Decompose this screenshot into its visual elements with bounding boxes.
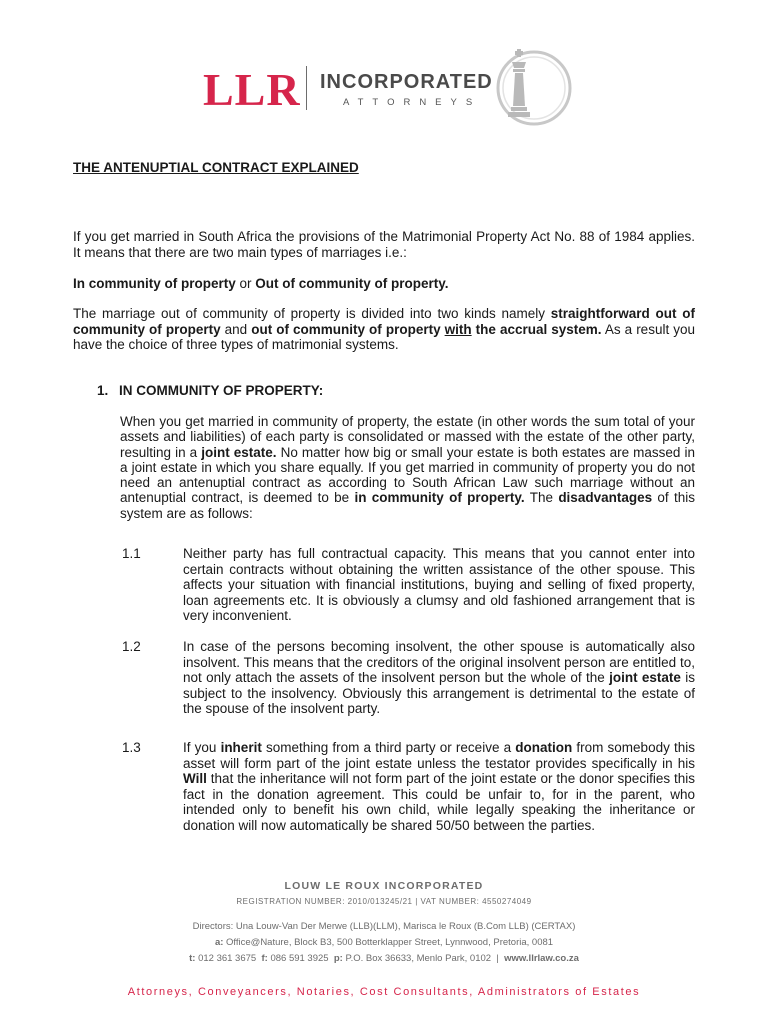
- kinds-bold-1: straightforward out of community of property: [73, 306, 695, 337]
- logo-divider: [306, 66, 307, 110]
- firm-name: INCORPORATED: [320, 71, 493, 93]
- item-1-2-text: [183, 639, 695, 717]
- kinds-text-3: As a result you have the choice of three types of matrimonial systems.: [73, 321, 696, 352]
- item-1-3-text-3: from somebody this asset will form part of the joint estate unless the testator provides specifically in his: [183, 740, 695, 771]
- kinds-paragraph: [73, 306, 695, 353]
- footer-address: [0, 937, 768, 948]
- item-1-3-text-4: that the inheritance will not form part of the joint estate or the donor specifies this fact in the donation agreement. This could be unfair to, for in the parent, who intended only to benefit his own child, while legally speaking the inheritance or donation will now automatically be shared 50/50 between the parties.: [183, 771, 695, 833]
- kinds-text-2: and: [220, 321, 252, 337]
- item-1-1-text: Neither party has full contractual capacity. This means that you cannot enter into certain contracts without obtaining the written assistance of the other spouse. This affects your situation with financial institutions, buying and selling of fixed property, loan agreements etc. It is obviously a clumsy and old fashioned arrangement that is very inconvenient.: [183, 546, 695, 623]
- item-1-3-will: Will: [183, 771, 207, 786]
- footer-po-label: p:: [333, 953, 343, 964]
- footer-website-link[interactable]: www.llrlaw.co.za: [504, 953, 579, 964]
- footer-separator: |: [496, 953, 499, 964]
- item-1-1-number: 1.1: [122, 546, 141, 561]
- type-in-community: In community of property: [73, 276, 236, 291]
- item-1-2-number: 1.2: [122, 639, 141, 654]
- item-1-2-text-2: is subject to the insolvency. Obviously this arrangement is detrimental to the estate of the spouse of the insolvent party.: [183, 670, 695, 716]
- section-1-title: IN COMMUNITY OF PROPERTY:: [119, 383, 324, 398]
- firm-subtitle: ATTORNEYS: [343, 97, 482, 108]
- s1-text-1: When you get married in community of property, the estate (in other words the sum total of your assets and liabilities) of each party is consolidated or massed with the estate of the other party, resulting in a: [120, 414, 695, 460]
- llr-logo: LLR: [203, 64, 301, 115]
- footer-registration: REGISTRATION NUMBER: 2010/013245/21 | VAT NUMBER: 4550274049: [236, 897, 532, 906]
- footer-address-label: a:: [214, 937, 224, 948]
- kinds-bold-2: out of community of property: [251, 321, 445, 337]
- section-1-number: 1.: [97, 383, 109, 398]
- item-1-2-joint-estate: joint estate: [609, 670, 681, 685]
- section-1-heading: [97, 383, 323, 399]
- item-1-3-text-2: something from a third party or receive a: [261, 740, 516, 755]
- footer-po: P.O. Box 36633, Menlo Park, 0102: [345, 953, 492, 964]
- item-1-2-text-1: In case of the persons becoming insolvent, the other spouse is automatically also insolvent. This means that the creditors of the original insolvent person are entitled to, not only attach the assets of the insolvent person but the whole of the: [183, 639, 695, 685]
- footer-directors: Directors: Una Louw-Van Der Merwe (LLB)(LLM), Marisca le Roux (B.Com LLB) (CERTAX): [192, 921, 576, 932]
- s1-joint-estate: joint estate.: [201, 444, 277, 460]
- footer-tel-label: t:: [189, 953, 196, 964]
- marriage-types: [73, 276, 695, 292]
- s1-text-4: of this system are as follows:: [120, 490, 695, 521]
- footer-address-text: Office@Nature, Block B3, 500 Botterklapper Street, Lynnwood, Pretoria, 0081: [226, 937, 554, 948]
- footer-services: Attorneys, Conveyancers, Notaries, Cost Consultants, Administrators of Estates: [127, 986, 641, 998]
- section-1-paragraph: [120, 414, 695, 521]
- intro-paragraph: If you get married in South Africa the provisions of the Matrimonial Property Act No. 88 of 1984 applies. It means that there are two main types of marriages i.e.:: [73, 229, 695, 260]
- footer-contacts: [0, 953, 768, 964]
- document-title: THE ANTENUPTIAL CONTRACT EXPLAINED: [73, 160, 359, 175]
- footer-tel: 012 361 3675: [198, 953, 257, 964]
- item-1-3-number: 1.3: [122, 740, 141, 755]
- item-1-3-text-1: If you: [183, 740, 221, 755]
- kinds-bold-4: the accrual system.: [471, 321, 602, 337]
- s1-text-2: No matter how big or small your estate is both estates are massed in a joint estate in which you share equally. If you get married in community of property you do not need an antenuptial contract as according to South African Law such marriage without an antenuptial contract, is deemed to be: [120, 444, 696, 506]
- footer-company: LOUW LE ROUX INCORPORATED: [284, 880, 484, 892]
- type-out-of-community: Out of community of property.: [255, 276, 449, 291]
- kinds-text-1: The marriage out of community of property is divided into two kinds namely: [73, 306, 551, 321]
- s1-disadvantages: disadvantages: [558, 490, 653, 506]
- types-or: or: [235, 276, 256, 291]
- item-1-3-inherit: inherit: [220, 740, 262, 755]
- footer-fax-label: f:: [261, 953, 268, 964]
- s1-in-community: in community of property.: [354, 490, 525, 506]
- kinds-with: with: [444, 321, 472, 337]
- item-1-3-donation: donation: [515, 740, 573, 755]
- item-1-3-text: [183, 740, 695, 833]
- s1-text-3: The: [524, 490, 559, 506]
- footer-fax: 086 591 3925: [270, 953, 329, 964]
- chess-king-icon: [488, 42, 572, 134]
